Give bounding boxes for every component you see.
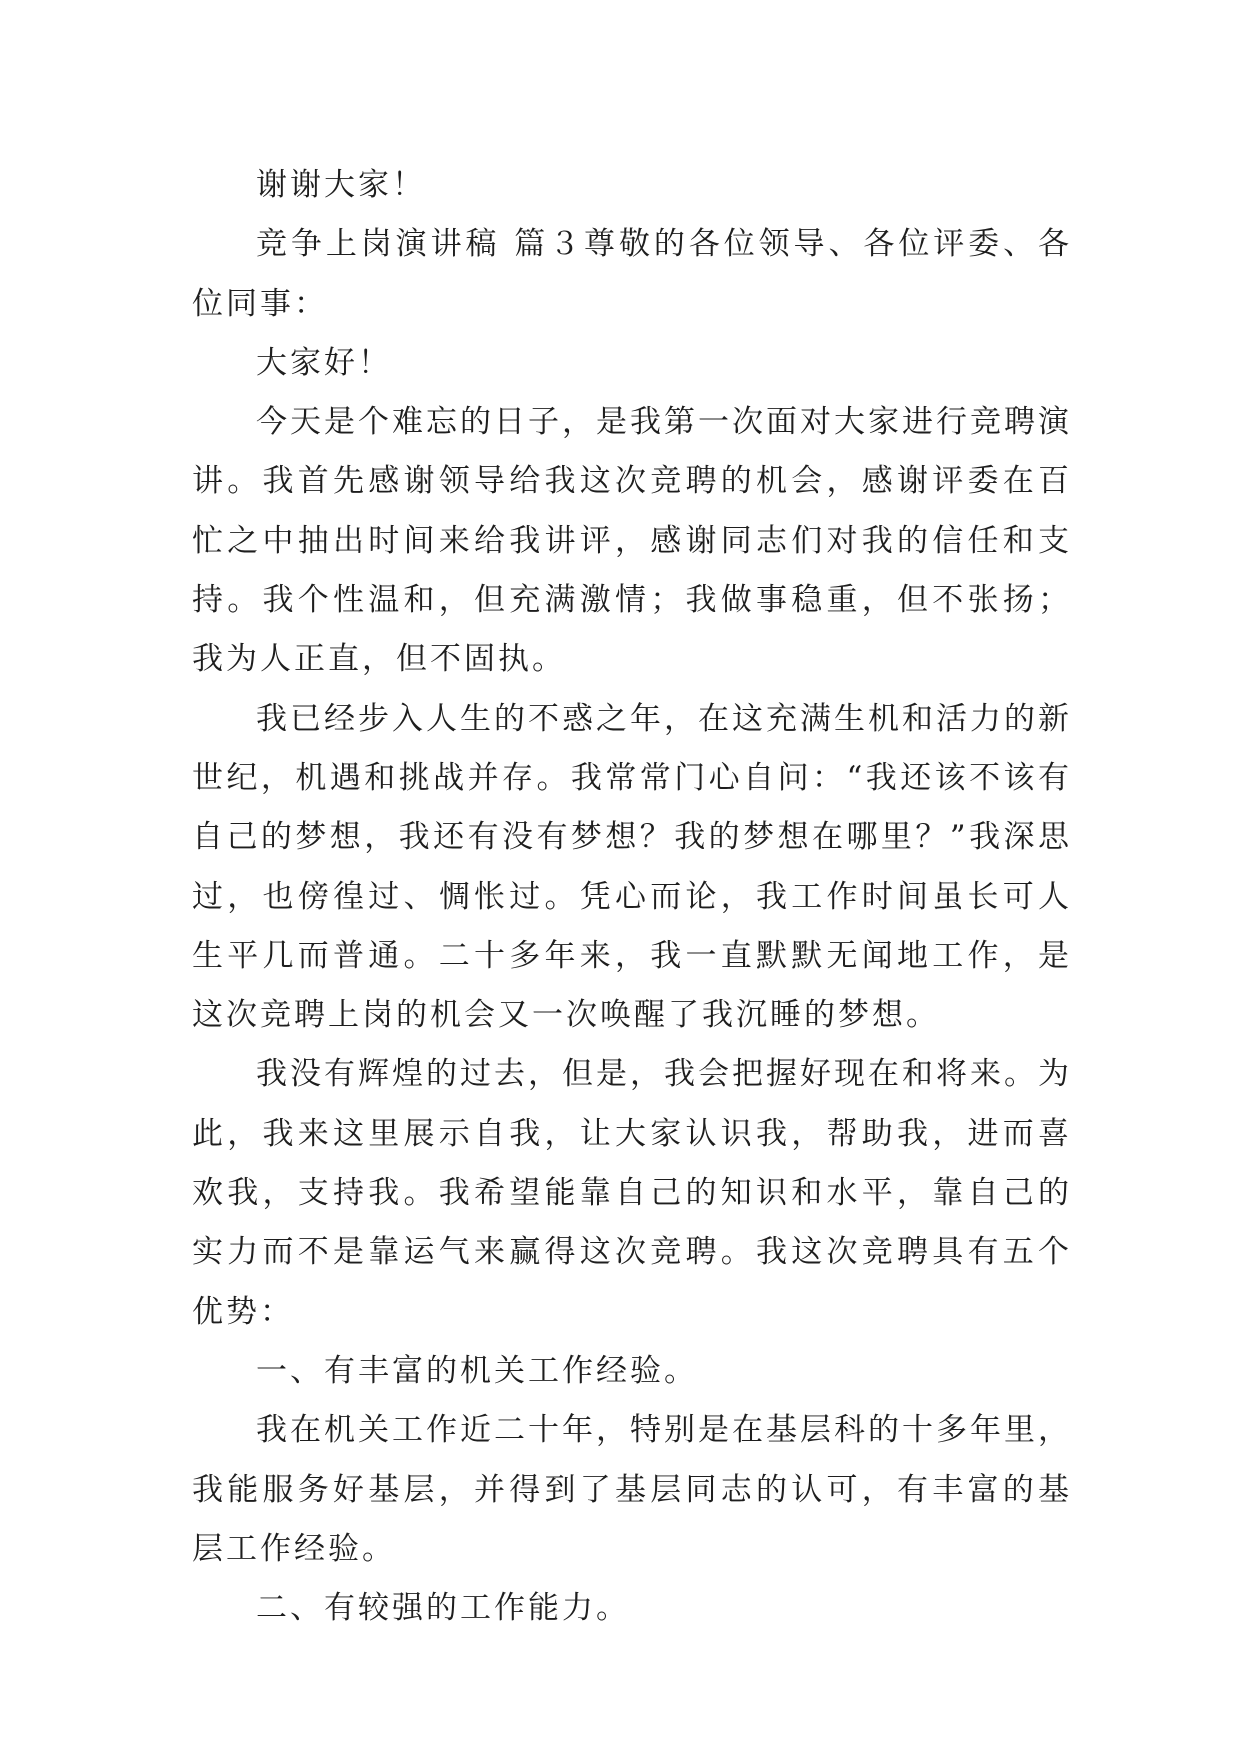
paragraph-introduction: 今天是个难忘的日子，是我第一次面对大家进行竞聘演讲。我首先感谢领导给我这次竞聘的机会，感谢评委在百忙之中抽出时间来给我讲评，感谢同志们对我的信任和支持。我个性温和，但充满激情；我做事稳重，但不张扬；我为人正直，但不固执。	[192, 404, 1072, 678]
paragraph-dream: 我已经步入人生的不惑之年，在这充满生机和活力的新世纪，机遇和挑战并存。我常常门心自问：“我还该不该有自己的梦想，我还有没有梦想？我的梦想在哪里？”我深思过，也傍徨过、惆怅过。凭心而论，我工作时间虽长可人生平几而普通。二十多年来，我一直默默无闻地工作，是这次竞聘上岗的机会又一次唤醒了我沉睡的梦想。	[192, 700, 1072, 1034]
paragraph-greeting: 大家好！	[256, 344, 392, 381]
paragraph-heading-experience: 一、有丰富的机关工作经验。	[256, 1352, 698, 1389]
paragraph-heading-ability: 二、有较强的工作能力。	[256, 1590, 630, 1627]
paragraph-thanks: 谢谢大家！	[256, 167, 426, 203]
document-body	[192, 156, 1072, 1638]
paragraph-advantages: 我没有辉煌的过去，但是，我会把握好现在和将来。为此，我来这里展示自我，让大家认识我，帮助我，进而喜欢我，支持我。我希望能靠自己的知识和水平，靠自己的实力而不是靠运气来赢得这次竞聘。我这次竞聘具有五个优势：	[192, 1056, 1072, 1330]
paragraph-speech-title: 竞争上岗演讲稿 篇３尊敬的各位领导、各位评委、各位同事：	[192, 226, 1072, 322]
paragraph-experience: 我在机关工作近二十年，特别是在基层科的十多年里，我能服务好基层，并得到了基层同志的认可，有丰富的基层工作经验。	[192, 1412, 1072, 1567]
